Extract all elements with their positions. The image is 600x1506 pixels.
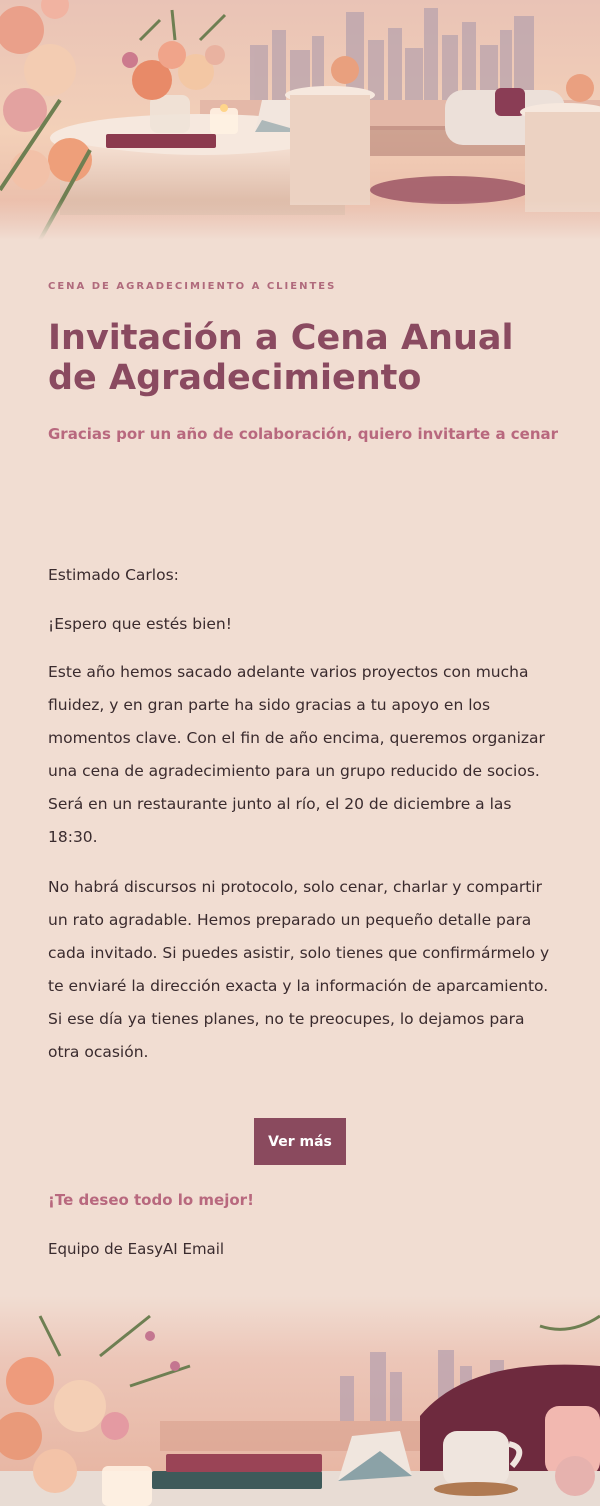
body-paragraph-2: No habrá discursos ni protocolo, solo cenar, charlar y compartir un rato agradable. Hemos preparado un pequeño detalle para cada invitado. Si puedes asistir, solo tienes que confirmármelo y te enviaré la dirección exacta y la información de aparcamiento. Si ese día ya tienes planes, no te preocupes, lo dejamos para otra ocasión.	[48, 878, 550, 1061]
hero-image	[0, 0, 600, 240]
footer-image	[0, 1296, 600, 1506]
signature: Equipo de EasyAI Email	[48, 1240, 225, 1258]
greeting: Estimado Carlos:	[48, 566, 179, 584]
farewell-text: ¡Te deseo todo lo mejor!	[48, 1191, 254, 1209]
subtitle: Gracias por un año de colaboración, quiero invitarte a cenar	[48, 425, 559, 443]
eyebrow-label: CENA DE AGRADECIMIENTO A CLIENTES	[48, 281, 337, 292]
body-paragraph-1: Este año hemos sacado adelante varios proyectos con mucha fluidez, y en gran parte ha sido gracias a tu apoyo en los momentos clave. Con el fin de año encima, queremos organizar una cena de agradecimiento para un grupo reducido de socios. Será en un restaurante junto al río, el 20 de diciembre a las 18:30.	[48, 663, 545, 846]
page-title: Invitación a Cena Anual de Agradecimiento	[48, 318, 514, 398]
opening-line: ¡Espero que estés bien!	[48, 615, 232, 633]
ver-mas-button[interactable]: Ver más	[254, 1118, 346, 1165]
